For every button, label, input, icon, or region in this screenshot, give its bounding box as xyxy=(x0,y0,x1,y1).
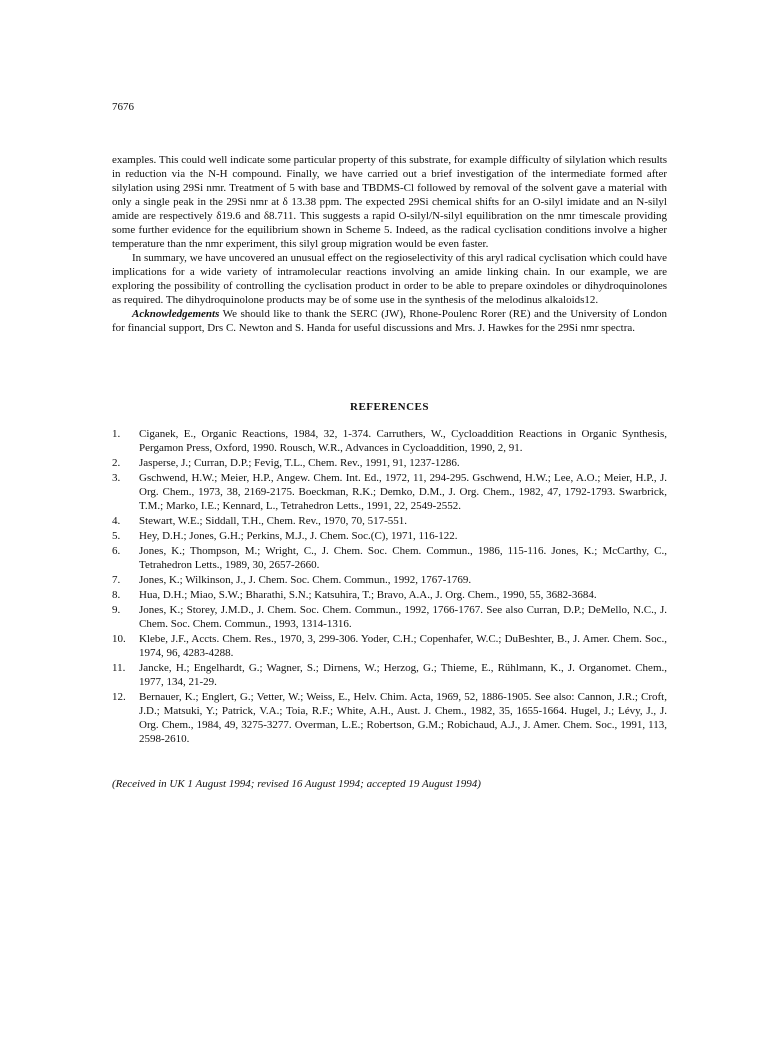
reference-number: 2. xyxy=(112,457,121,469)
reference-number: 1. xyxy=(112,428,121,440)
reference-number: 3. xyxy=(112,472,121,484)
reference-item xyxy=(112,588,667,602)
reference-item xyxy=(112,471,667,513)
acknowledgements-text: We should like to thank the SERC (JW), Rhone-Poulenc Rorer (RE) and the University of London for financial support, Drs C. Newton and S. Handa for useful discussions and Mrs. J. Hawkes for the 29Si nmr spectra. xyxy=(112,308,667,334)
reference-number: 8. xyxy=(112,589,121,601)
reference-text: Jancke, H.; Engelhardt, G.; Wagner, S.; Dirnens, W.; Herzog, G.; Thieme, E., Rühlmann, K., J. Organomet. Chem., 1977, 134, 21-29. xyxy=(139,662,667,688)
reference-item xyxy=(112,573,667,587)
reference-number: 12. xyxy=(112,691,126,703)
reference-text: Jasperse, J.; Curran, D.P.; Fevig, T.L., Chem. Rev., 1991, 91, 1237-1286. xyxy=(139,457,460,469)
reference-text: Stewart, W.E.; Siddall, T.H., Chem. Rev., 1970, 70, 517-551. xyxy=(139,515,408,527)
reference-item xyxy=(112,690,667,746)
paragraph-silylation: examples. This could well indicate some particular property of this substrate, for example difficulty of silylation which results in reduction via the N-H compound. Finally, we have carried out a brief investigation of the intermediate formed after silylation using 29Si nmr. Treatment of 5 with base and TBDMS-Cl followed by removal of the solvent gave a material with only a single peak in the 29Si nmr at δ 13.38 ppm. The expected 29Si chemical shifts for an O-silyl imidate and an N-silyl amide are respectively δ19.6 and δ8.711. This suggests a rapid O-silyl/N-silyl equilibration on the nmr timescale providing some further evidence for the equilibrium shown in Scheme 5. Indeed, as the radical cyclisation conditions involve a higher temperature than the nmr experiment, this silyl group migration would be even faster. xyxy=(112,154,667,250)
reference-number: 10. xyxy=(112,633,126,645)
received-dates xyxy=(112,777,667,791)
reference-text: Hua, D.H.; Miao, S.W.; Bharathi, S.N.; Katsuhira, T.; Bravo, A.A., J. Org. Chem., 1990, 55, 3682-3684. xyxy=(139,589,597,601)
reference-text: Jones, K.; Wilkinson, J., J. Chem. Soc. Chem. Commun., 1992, 1767-1769. xyxy=(139,574,472,586)
reference-number: 4. xyxy=(112,515,121,527)
reference-number: 7. xyxy=(112,574,121,586)
reference-item xyxy=(112,632,667,660)
reference-text: Klebe, J.F., Accts. Chem. Res., 1970, 3, 299-306. Yoder, C.H.; Copenhafer, W.C.; DuBeshter, B., J. Amer. Chem. Soc., 1974, 96, 4283-4288. xyxy=(139,633,667,659)
reference-item xyxy=(112,456,667,470)
reference-text: Ciganek, E., Organic Reactions, 1984, 32, 1-374. Carruthers, W., Cycloaddition Reactions in Organic Synthesis, Pergamon Press, Oxford, 1990. Rousch, W.R., Advances in Cycloaddition, 1990, 2, 91. xyxy=(139,428,667,454)
reference-item xyxy=(112,529,667,543)
reference-number: 11. xyxy=(112,662,126,674)
reference-item xyxy=(112,544,667,572)
reference-number: 9. xyxy=(112,604,121,616)
reference-number: 5. xyxy=(112,530,121,542)
page-number: 7676 xyxy=(112,101,134,113)
reference-item xyxy=(112,427,667,455)
reference-item xyxy=(112,514,667,528)
body-text xyxy=(112,153,667,335)
reference-text: Bernauer, K.; Englert, G.; Vetter, W.; Weiss, E., Helv. Chim. Acta, 1969, 52, 1886-1905. See also: Cannon, J.R.; Croft, J.D.; Matsuki, Y.; Patrick, V.A.; Toia, R.F.; White, A.H., Aust. J. Chem., 1982, 35, 1655-1664. Hugel, J.; Lévy, J., J. Org. Chem., 1984, 49, 3275-3277. Overman, L.E.; Robertson, G.M.; Robichaud, A.J., J. Amer. Chem. Soc., 1991, 113, 2598-2610. xyxy=(139,691,667,745)
reference-text: Jones, K.; Thompson, M.; Wright, C., J. Chem. Soc. Chem. Commun., 1986, 115-116. Jones, K.; McCarthy, C., Tetrahedron Letts., 1989, 30, 2657-2660. xyxy=(139,545,667,571)
reference-item xyxy=(112,661,667,689)
references-list xyxy=(112,427,667,747)
paragraph-summary: In summary, we have uncovered an unusual effect on the regioselectivity of this aryl radical cyclisation which could have implications for a wide variety of intramolecular reactions involving an amide linking chain. In our example, we are exploring the possibility of controlling the cyclisation product in order to be able to prepare oxindoles or dihydroquinolones as required. The dihydroquinolone products may be of some use in the synthesis of the melodinus alkaloids12. xyxy=(112,252,667,306)
acknowledgements-label: Acknowledgements xyxy=(132,308,220,320)
reference-text: Gschwend, H.W.; Meier, H.P., Angew. Chem. Int. Ed., 1972, 11, 294-295. Gschwend, H.W.; Lee, A.O.; Meier, H.P., J. Org. Chem., 1973, 38, 2169-2175. Boeckman, R.K.; Demko, D.M., J. Org. Chem., 1982, 47, 1792-1793. Swarbrick, T.M.; Marko, I.E.; Kennard, L., Tetrahedron Letts., 1991, 22, 2549-2552. xyxy=(139,472,667,512)
reference-text: Hey, D.H.; Jones, G.H.; Perkins, M.J., J. Chem. Soc.(C), 1971, 116-122. xyxy=(139,530,458,542)
received-dates-text: (Received in UK 1 August 1994; revised 16 August 1994; accepted 19 August 1994) xyxy=(112,778,481,790)
reference-item xyxy=(112,603,667,631)
reference-text: Jones, K.; Storey, J.M.D., J. Chem. Soc. Chem. Commun., 1992, 1766-1767. See also Curran, D.P.; DeMello, N.C., J. Chem. Soc. Chem. Commun., 1993, 1314-1316. xyxy=(139,604,667,630)
acknowledgements xyxy=(112,307,667,335)
references-heading: REFERENCES xyxy=(350,401,429,413)
reference-number: 6. xyxy=(112,545,121,557)
